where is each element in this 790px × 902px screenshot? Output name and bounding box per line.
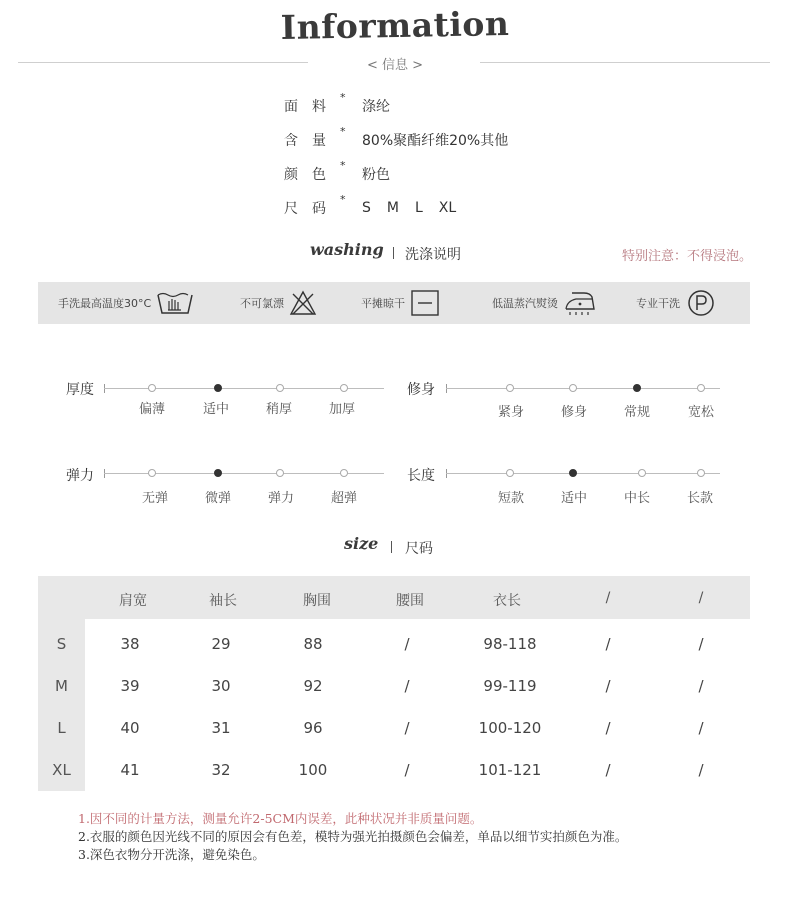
title-separator bbox=[391, 541, 392, 553]
scale-option: 超弹 bbox=[330, 491, 357, 506]
info-label: 含 量 bbox=[284, 133, 326, 149]
table-cell: 30 bbox=[211, 677, 231, 695]
scale-dot bbox=[340, 469, 348, 477]
col-header: 袖长 bbox=[209, 593, 237, 609]
special-note: 特别注意：不得浸泡。 bbox=[622, 249, 753, 264]
scale-option: 短款 bbox=[497, 491, 524, 506]
scale-label-length: 长度 bbox=[407, 468, 435, 484]
row-header: XL bbox=[52, 761, 71, 779]
dry-flat-icon bbox=[409, 289, 441, 317]
scale-dot bbox=[148, 469, 156, 477]
scale-option: 弹力 bbox=[267, 491, 294, 506]
scale-dot bbox=[697, 384, 705, 392]
scale-dot-selected bbox=[569, 469, 577, 477]
page-subtitle: < 信息 > bbox=[366, 58, 424, 73]
care-instructions-bar bbox=[38, 282, 750, 324]
scale-dot-selected bbox=[214, 384, 222, 392]
scale-dot bbox=[638, 469, 646, 477]
hand-wash-icon bbox=[155, 289, 195, 317]
page-title: Information bbox=[280, 4, 510, 47]
table-cell: / bbox=[698, 719, 704, 737]
table-cell: 32 bbox=[211, 761, 231, 779]
table-cell: 39 bbox=[120, 677, 140, 695]
info-row-color bbox=[284, 159, 390, 186]
scale-dot-selected bbox=[633, 384, 641, 392]
size-option-xl: XL bbox=[438, 200, 457, 216]
low-iron-icon bbox=[562, 289, 598, 317]
required-star: * bbox=[340, 193, 346, 206]
info-row-content bbox=[284, 125, 509, 152]
scale-line-fit bbox=[446, 388, 720, 389]
no-bleach-icon bbox=[288, 289, 318, 317]
scale-option: 偏薄 bbox=[138, 402, 165, 417]
scale-option: 适中 bbox=[560, 491, 587, 506]
required-star: * bbox=[340, 91, 346, 104]
col-header: / bbox=[605, 590, 611, 606]
table-cell: 100 bbox=[298, 761, 328, 779]
care-item-no-bleach bbox=[240, 282, 318, 324]
col-header: 腰围 bbox=[396, 593, 424, 609]
scale-dot bbox=[569, 384, 577, 392]
required-star: * bbox=[340, 125, 346, 138]
info-row-fabric bbox=[284, 91, 390, 118]
table-cell: 38 bbox=[120, 635, 140, 653]
table-cell: 88 bbox=[303, 635, 323, 653]
scale-label-thickness: 厚度 bbox=[66, 382, 94, 398]
table-cell: / bbox=[605, 635, 611, 653]
note-3: 3.深色衣物分开洗涤，避免染色。 bbox=[78, 847, 265, 862]
size-option-m: M bbox=[386, 200, 399, 216]
col-header: / bbox=[698, 590, 704, 606]
scale-option: 无弹 bbox=[141, 491, 168, 506]
scale-option: 长款 bbox=[686, 491, 713, 506]
scale-option: 修身 bbox=[560, 405, 587, 420]
care-item-dry-clean bbox=[636, 282, 718, 324]
size-option-l: L bbox=[414, 200, 423, 216]
info-value: 涤纶 bbox=[362, 99, 390, 115]
scale-dot bbox=[340, 384, 348, 392]
table-cell: / bbox=[698, 677, 704, 695]
table-cell: 29 bbox=[211, 635, 231, 653]
scale-option: 中长 bbox=[623, 491, 650, 506]
row-header: S bbox=[56, 635, 67, 653]
note-2: 2.衣服的颜色因光线不同的原因会有色差，模特为强光拍摄颜色会偏差，单品以细节实拍颜色为准。 bbox=[78, 829, 628, 844]
scale-option: 加厚 bbox=[328, 402, 355, 417]
table-cell: 31 bbox=[211, 719, 231, 737]
title-separator bbox=[393, 247, 394, 259]
table-cell: / bbox=[404, 719, 410, 737]
info-label: 颜 色 bbox=[284, 167, 326, 183]
table-cell: / bbox=[605, 761, 611, 779]
scale-dot bbox=[148, 384, 156, 392]
table-cell: / bbox=[404, 635, 410, 653]
col-header: 胸围 bbox=[303, 593, 331, 609]
care-label: 平摊晾干 bbox=[361, 297, 405, 310]
table-cell: 92 bbox=[303, 677, 323, 695]
info-label: 尺 码 bbox=[284, 201, 326, 217]
size-title-cn: 尺码 bbox=[405, 541, 433, 557]
scale-option: 紧身 bbox=[497, 405, 524, 420]
care-label: 低温蒸汽熨烫 bbox=[492, 297, 558, 310]
scale-option: 宽松 bbox=[687, 405, 714, 420]
scale-option: 常规 bbox=[623, 405, 650, 420]
care-item-low-iron bbox=[492, 282, 598, 324]
scale-dot-selected bbox=[214, 469, 222, 477]
care-label: 手洗最高温度30°C bbox=[58, 297, 152, 310]
scale-dot bbox=[506, 469, 514, 477]
table-cell: / bbox=[698, 635, 704, 653]
table-cell: 99-119 bbox=[483, 677, 537, 695]
size-title: size bbox=[344, 534, 379, 553]
washing-title: washing bbox=[310, 240, 384, 259]
info-row-size bbox=[284, 193, 472, 220]
info-value: 80%聚酯纤维20%其他 bbox=[362, 133, 509, 149]
row-header: L bbox=[57, 719, 66, 737]
table-cell: / bbox=[605, 719, 611, 737]
scale-line-length bbox=[446, 473, 720, 474]
info-value: 粉色 bbox=[362, 167, 390, 183]
col-header: 衣长 bbox=[493, 593, 521, 609]
care-item-hand-wash bbox=[58, 282, 195, 324]
scale-option: 稍厚 bbox=[265, 402, 292, 417]
table-cell: 101-121 bbox=[478, 761, 542, 779]
row-header: M bbox=[55, 677, 68, 695]
care-label: 不可氯漂 bbox=[240, 297, 284, 310]
scale-option: 适中 bbox=[202, 402, 229, 417]
care-label: 专业干洗 bbox=[636, 297, 680, 310]
required-star: * bbox=[340, 159, 346, 172]
dry-clean-p-icon bbox=[684, 288, 718, 318]
info-label: 面 料 bbox=[284, 99, 326, 115]
care-item-dry-flat bbox=[361, 282, 441, 324]
size-options bbox=[362, 200, 472, 216]
scale-dot bbox=[276, 469, 284, 477]
table-cell: 40 bbox=[120, 719, 140, 737]
scale-dot bbox=[697, 469, 705, 477]
table-cell: 96 bbox=[303, 719, 323, 737]
table-cell: 100-120 bbox=[478, 719, 542, 737]
note-1: 1.因不同的计量方法，测量允许2-5CM内误差，此种状况并非质量问题。 bbox=[78, 811, 483, 826]
scale-label-fit: 修身 bbox=[407, 382, 435, 398]
scale-dot bbox=[276, 384, 284, 392]
table-cell: / bbox=[605, 677, 611, 695]
col-header: 肩宽 bbox=[119, 593, 147, 609]
scale-dot bbox=[506, 384, 514, 392]
scale-option: 微弹 bbox=[204, 491, 231, 506]
table-cell: / bbox=[404, 761, 410, 779]
size-option-s: S bbox=[362, 200, 371, 216]
table-cell: / bbox=[404, 677, 410, 695]
table-cell: 98-118 bbox=[483, 635, 537, 653]
washing-title-cn: 洗涤说明 bbox=[405, 247, 461, 263]
table-cell: / bbox=[698, 761, 704, 779]
table-cell: 41 bbox=[120, 761, 140, 779]
scale-label-elasticity: 弹力 bbox=[66, 468, 94, 484]
